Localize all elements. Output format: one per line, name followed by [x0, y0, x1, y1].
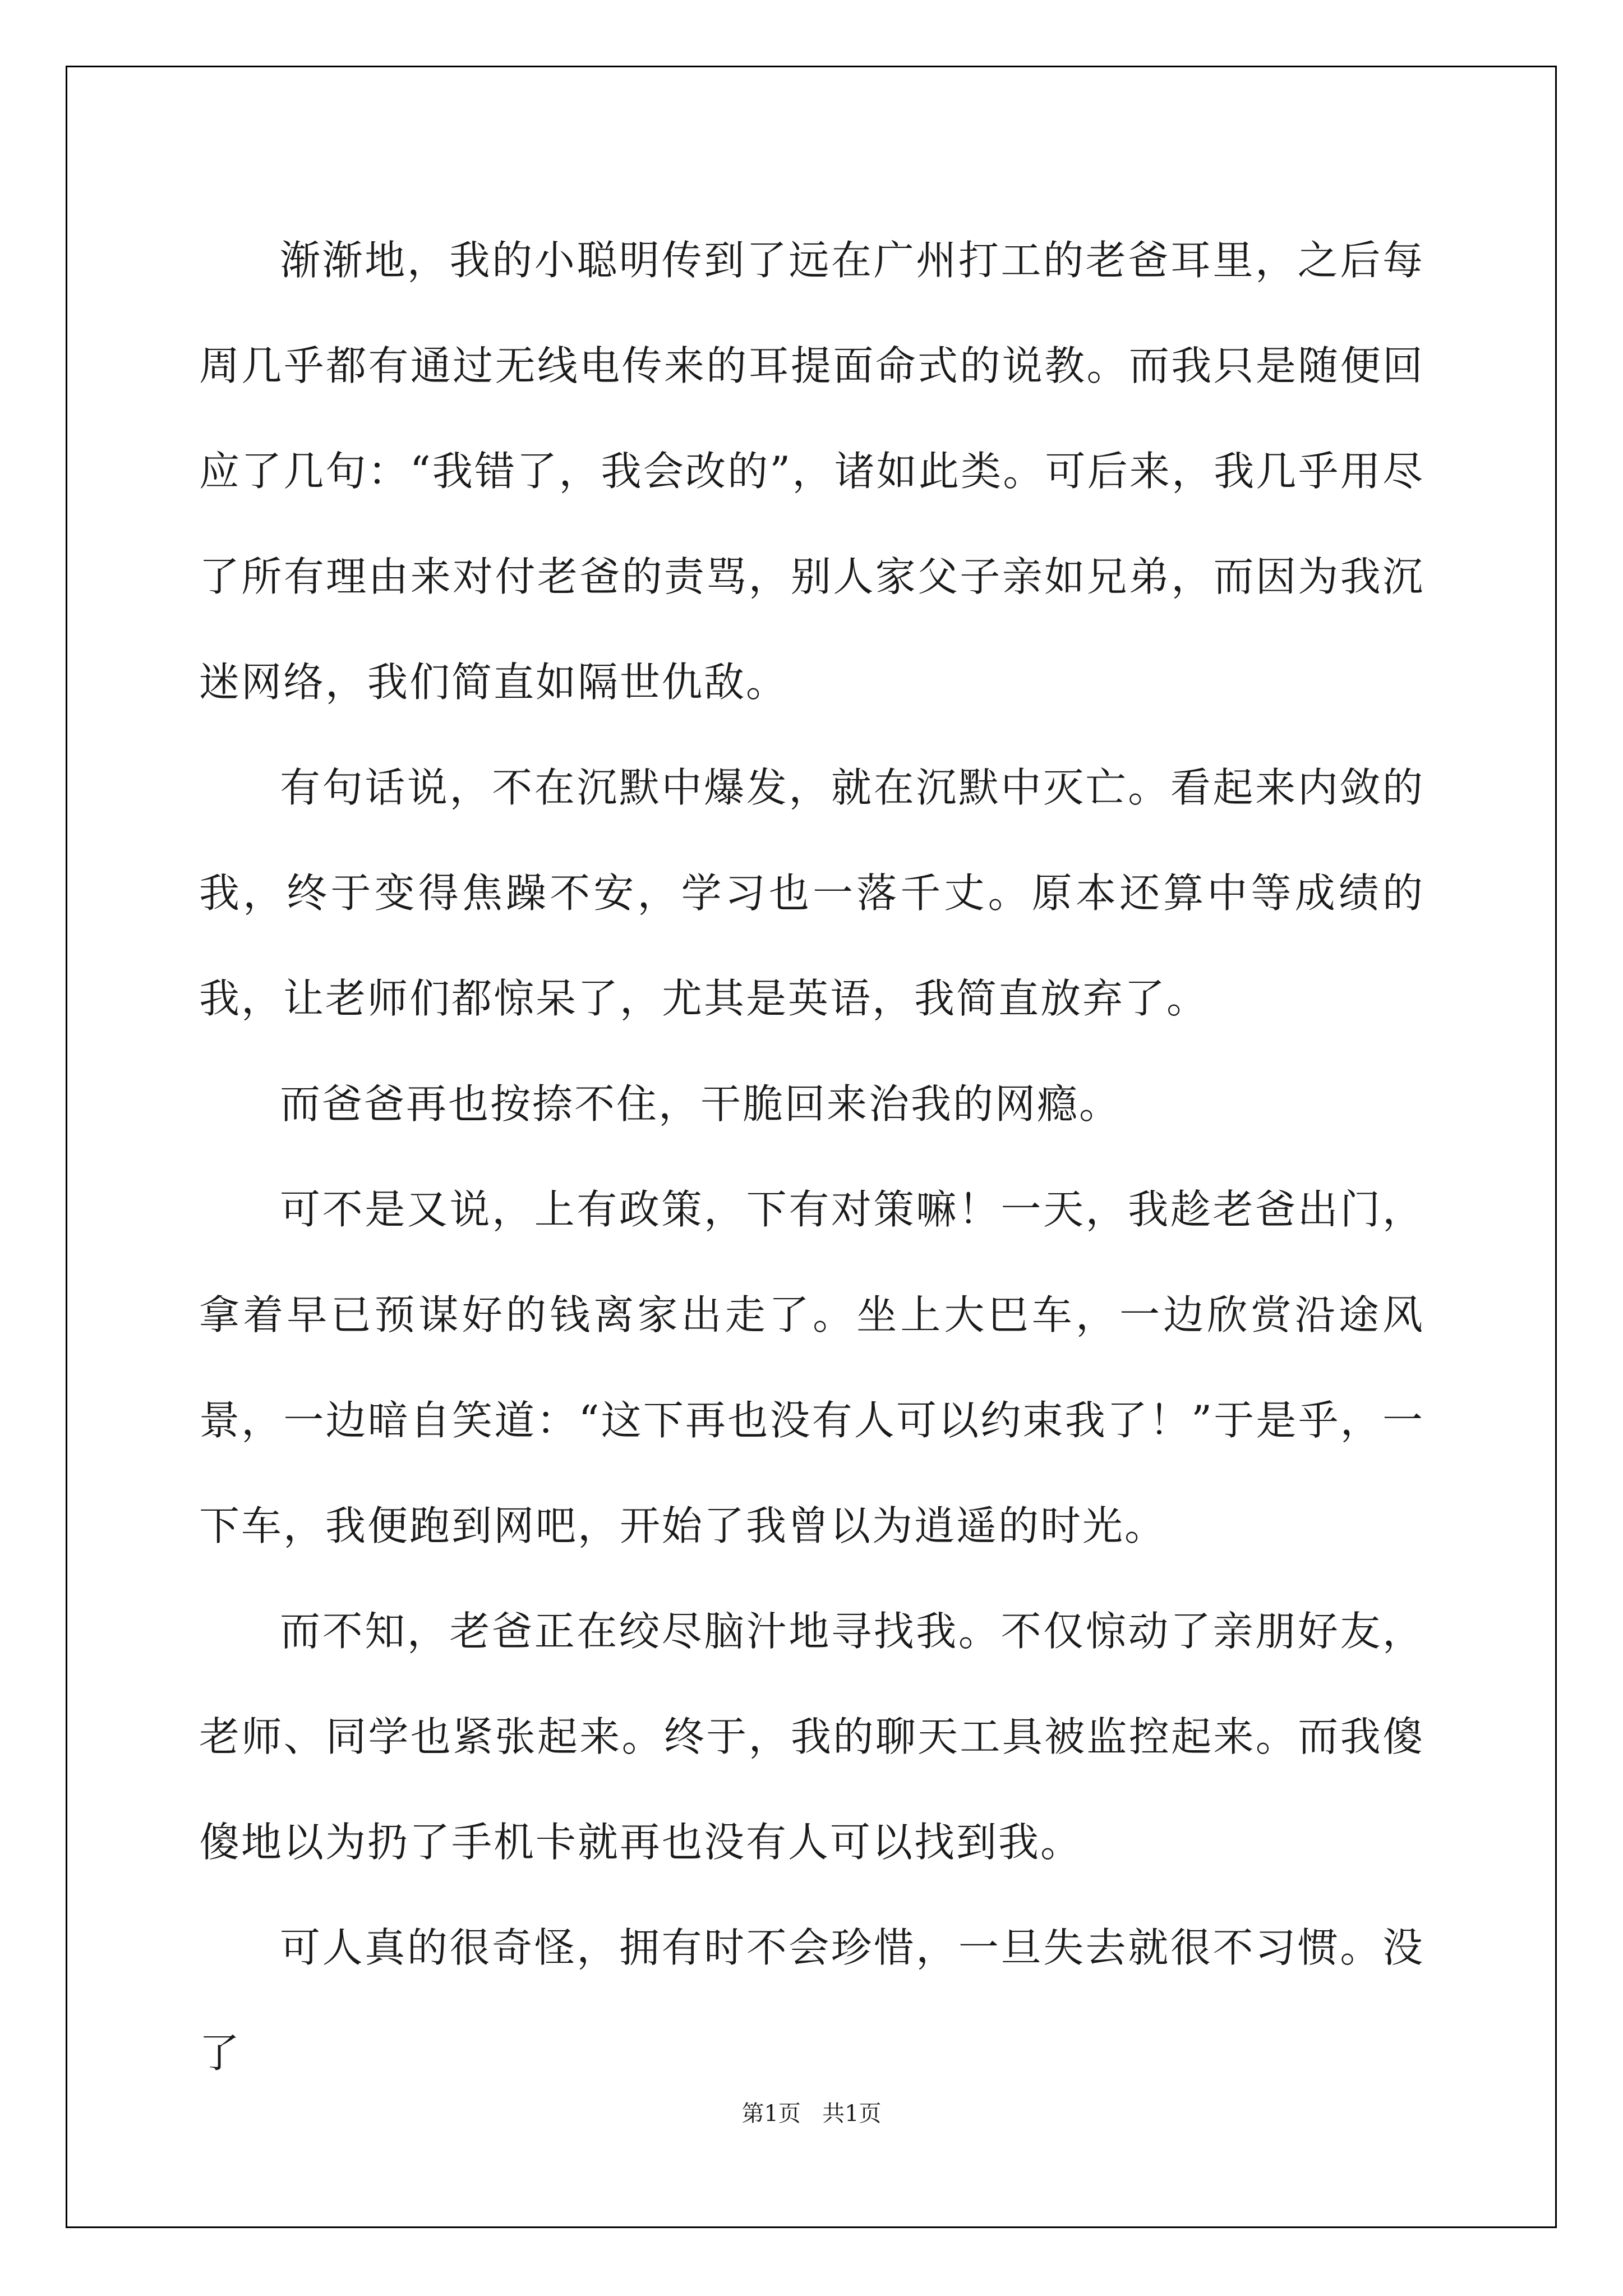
paragraph-5: 而不知，老爸正在绞尽脑汁地寻找我。不仅惊动了亲朋好友，老师、同学也紧张起来。终于，我的聊天工具被监控起来。而我傻傻地以为扔了手机卡就再也没有人可以找到我。: [199, 1608, 1424, 1866]
paragraph-3: 而爸爸再也按捺不住，干脆回来治我的网瘾。: [280, 1080, 1122, 1128]
page-number: 第1页: [741, 2101, 801, 2127]
paragraph-4: 可不是又说，上有政策，下有对策嘛！一天，我趁老爸出门，拿着早已预谋好的钱离家出走了。坐上大巴车，一边欣赏沿途风景，一边暗自笑道：“这下再也没有人可以约束我了！”于是乎，一下车，我便跑到网吧，开始了我曾以为逍遥的时光。: [199, 1186, 1424, 1549]
paragraph-6: 可人真的很奇怪，拥有时不会珍惜，一旦失去就很不习惯。没了: [199, 1924, 1424, 2077]
document-body: [199, 208, 1424, 2106]
page-footer: [0, 2096, 1623, 2128]
paragraph-2: 有句话说，不在沉默中爆发，就在沉默中灭亡。看起来内敛的我，终于变得焦躁不安，学习也一落千丈。原本还算中等成绩的我，让老师们都惊呆了，尤其是英语，我简直放弃了。: [199, 764, 1424, 1022]
page-total: 共1页: [822, 2101, 882, 2127]
paragraph-1: 渐渐地，我的小聪明传到了远在广州打工的老爸耳里，之后每周几乎都有通过无线电传来的耳提面命式的说教。而我只是随便回应了几句：“我错了，我会改的”，诸如此类。可后来，我几乎用尽了所有理由来对付老爸的责骂，别人家父子亲如兄弟，而因为我沉迷网络，我们简直如隔世仇敌。: [199, 237, 1424, 706]
